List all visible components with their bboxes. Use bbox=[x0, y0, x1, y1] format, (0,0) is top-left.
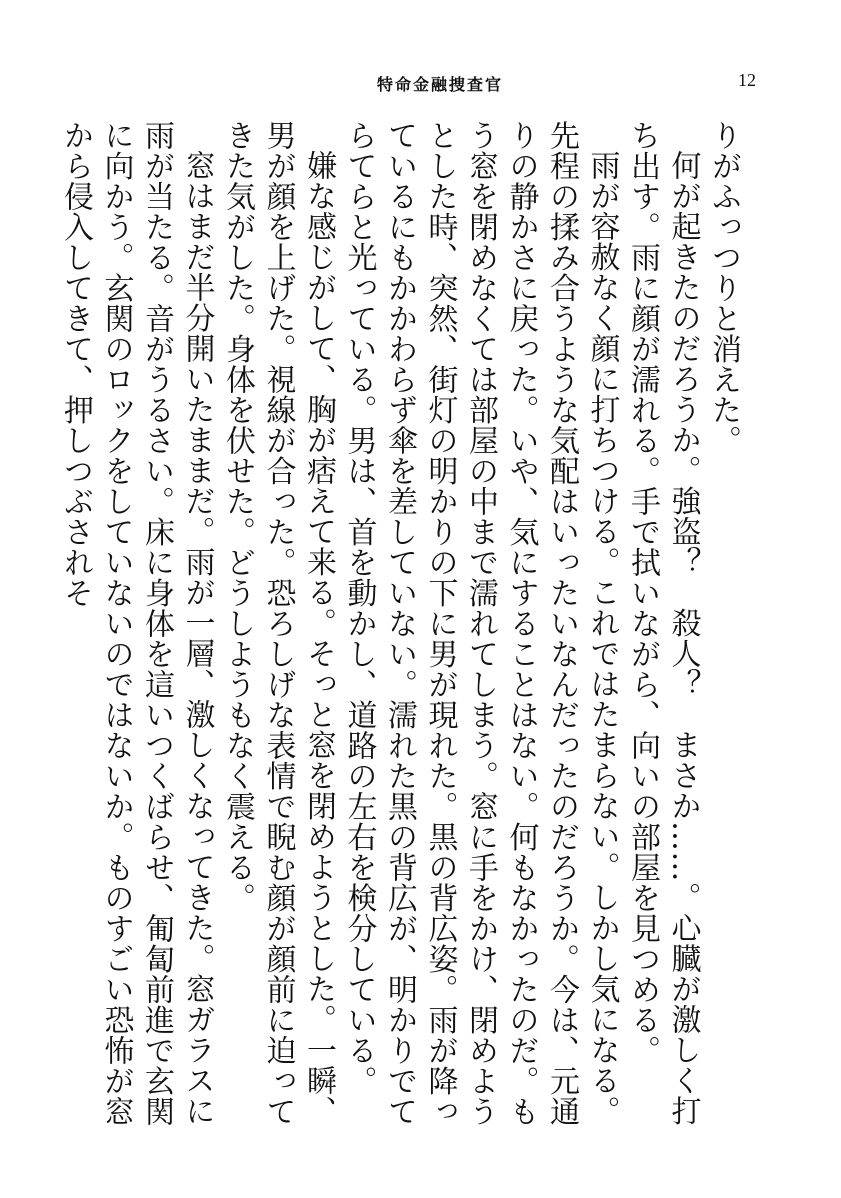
vertical-body-text bbox=[58, 120, 743, 1130]
paragraph-continuation: りがふっつりと消えた。 bbox=[706, 120, 741, 456]
paragraph: 嫌な感じがして、胸が痞えて来る。そっと窓を閉めようとした。一瞬、男が顔を上げた。視線が合った。恐ろしげな表情で睨む顔が顔前に迫ってきた気がした。身体を伏せた。どうしようもなく震える。 bbox=[220, 120, 336, 1127]
page-number: 12 bbox=[738, 70, 756, 90]
paragraph: 雨が容赦なく顔に打ちつける。これではたまらない。しかし気になる。先程の揉み合うような気配はいったいなんだったのだろうか。今は、元通りの静かさに戻った。いや、気にすることはない。何もなかったのだ。もう窓を閉めなくては部屋の中まで濡れてしまう。窓に手をかけ、閉めようとした時、突然、街灯の明かりの下に男が現れた。黒の背広姿。雨が降っているにもかかわらず傘を差していない。濡れた黒の背広が、明かりでてらてらと光っている。男は、首を動かし、道路の左右を検分している。 bbox=[341, 120, 620, 1127]
paragraph: 窓はまだ半分開いたままだ。雨が一層、激しくなってきた。窓ガラスに雨が当たる。音がうるさい。床に身体を這いつくばらせ、匍匐前進で玄関に向かう。玄関のロックをしていないのではないか。ものすごい恐怖が窓から侵入してきて、押しつぶされそ bbox=[58, 120, 215, 1127]
running-header-title: 特命金融捜査官 bbox=[376, 75, 503, 94]
paragraph: 何が起きたのだろうか。強盗？ 殺人？ まさか……。心臓が激しく打ち出す。雨に顔が濡れる。手で拭いながら、向いの部屋を見つめる。 bbox=[625, 120, 701, 1126]
